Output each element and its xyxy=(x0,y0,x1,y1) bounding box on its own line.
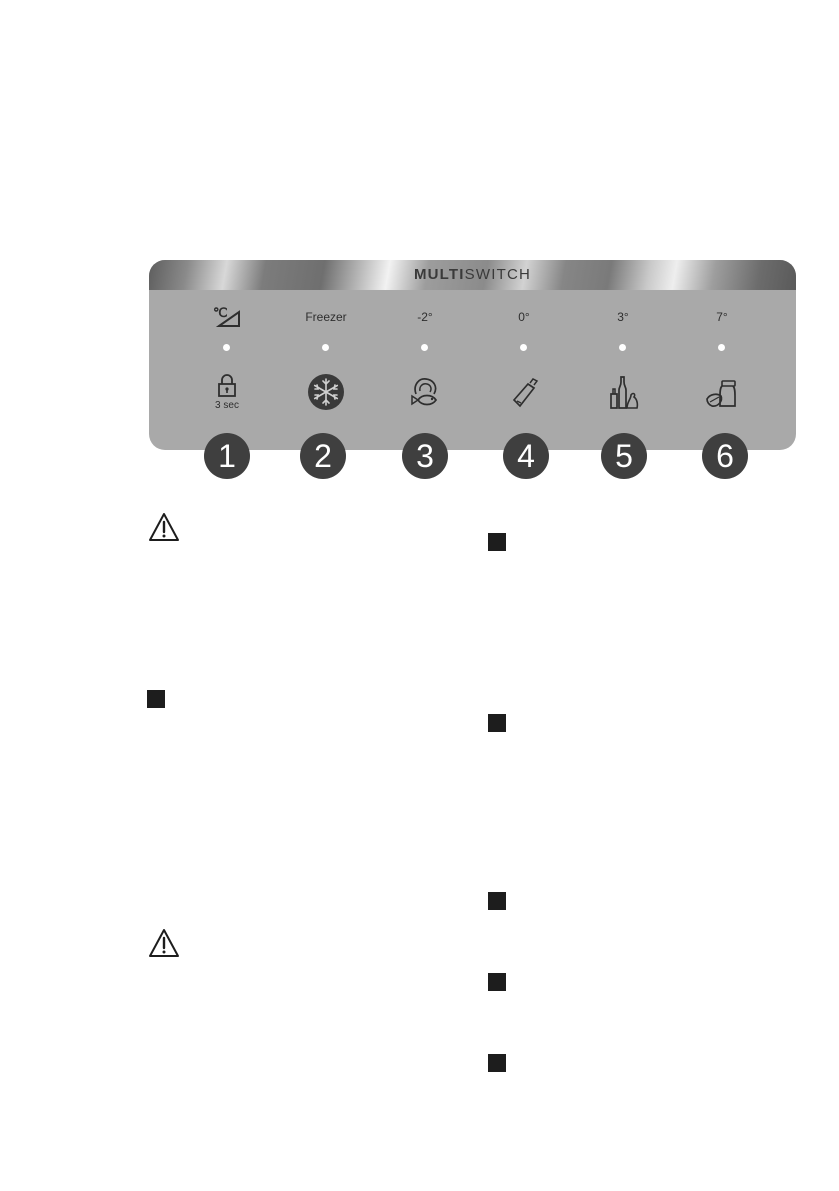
number-badge-6: 6 xyxy=(702,433,748,479)
indicator-light xyxy=(619,344,626,351)
square-bullet xyxy=(488,973,506,991)
control-label: -2° xyxy=(417,310,433,324)
svg-text:℃: ℃ xyxy=(213,305,228,320)
control-minus-2[interactable] xyxy=(385,290,465,450)
indicator-light xyxy=(718,344,725,351)
snowflake-icon xyxy=(306,372,346,412)
square-bullet xyxy=(488,533,506,551)
control-temperature-lock[interactable] xyxy=(187,290,267,450)
indicator-light xyxy=(223,344,230,351)
control-label: 0° xyxy=(518,310,530,324)
bottles-icon xyxy=(603,372,643,412)
square-bullet xyxy=(488,1054,506,1072)
cheese-icon xyxy=(504,372,544,412)
number-badge-5: 5 xyxy=(601,433,647,479)
square-bullet xyxy=(488,714,506,732)
control-zero[interactable] xyxy=(484,290,564,450)
control-label: 7° xyxy=(716,310,728,324)
number-badge-3: 3 xyxy=(402,433,448,479)
svg-text:3 sec: 3 sec xyxy=(215,400,239,411)
control-freezer[interactable] xyxy=(286,290,366,450)
multiswitch-panel xyxy=(149,260,796,450)
warning-icon xyxy=(147,511,181,543)
indicator-light xyxy=(520,344,527,351)
control-label xyxy=(187,304,267,333)
celsius-adjust-icon xyxy=(207,304,247,330)
panel-header xyxy=(149,260,796,290)
control-seven[interactable] xyxy=(682,290,762,450)
indicator-light xyxy=(421,344,428,351)
fruit-jar-icon xyxy=(702,372,742,412)
number-badge-1: 1 xyxy=(204,433,250,479)
lock-icon xyxy=(207,372,247,412)
control-label: 3° xyxy=(617,310,629,324)
warning-icon xyxy=(147,927,181,959)
square-bullet xyxy=(147,690,165,708)
control-label: Freezer xyxy=(305,310,347,324)
brand-logo: MULTISWITCH xyxy=(413,266,532,283)
control-three[interactable] xyxy=(583,290,663,450)
number-badge-2: 2 xyxy=(300,433,346,479)
indicator-light xyxy=(322,344,329,351)
meat-fish-icon xyxy=(405,372,445,412)
square-bullet xyxy=(488,892,506,910)
number-badge-4: 4 xyxy=(503,433,549,479)
